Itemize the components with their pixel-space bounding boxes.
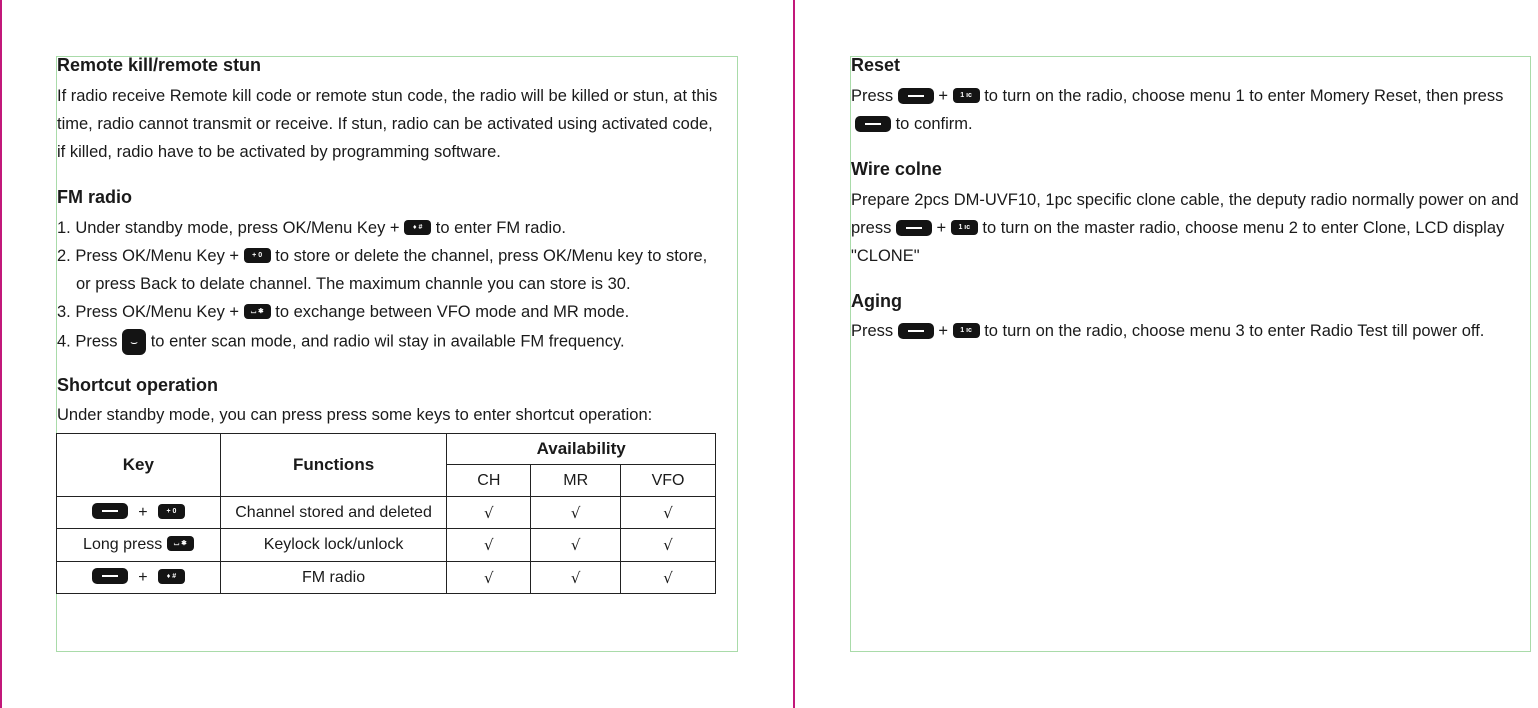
table-row: [57, 497, 716, 529]
reset-heading: Reset: [851, 55, 901, 75]
menu-key-icon: [92, 503, 128, 519]
row-1-vfo: √: [621, 497, 716, 529]
row-1-mr: √: [531, 497, 621, 529]
menu-key-icon: [855, 116, 891, 132]
row-2-function: Keylock lock/unlock: [220, 529, 447, 562]
one-key-icon: 1 ıc: [953, 88, 980, 103]
col-header-key: Key: [57, 434, 221, 497]
row-1-key-combo: [57, 497, 221, 529]
clone-line-1: Prepare 2pcs DM-UVF10, 1pc specific clone cable, the deputy radio normally power on and: [851, 191, 1519, 209]
row-3-ch: √: [447, 562, 531, 594]
one-key-icon: 1 ıc: [953, 323, 980, 338]
fm-step-2-text-a: 2. Press OK/Menu Key +: [57, 247, 240, 265]
remote-kill-line-2: time, radio cannot transmit or receive. If stun, radio can be activated using activated code,: [57, 115, 713, 133]
clone-line-2: [851, 218, 1504, 238]
fm-step-4-text-a: 4. Press: [57, 332, 118, 351]
row-1-function: Channel stored and deleted: [220, 497, 447, 529]
shortcut-heading: Shortcut operation: [57, 375, 218, 395]
row-2-vfo: √: [621, 529, 716, 562]
aging-heading: Aging: [851, 291, 902, 311]
remote-kill-line-3: if killed, radio have to be activated by programming software.: [57, 143, 501, 161]
row-3-vfo: √: [621, 562, 716, 594]
sub-header-ch: CH: [447, 465, 531, 497]
clone-line-3: "CLONE": [851, 247, 920, 265]
remote-kill-line-1: If radio receive Remote kill code or remote stun code, the radio will be killed or stun, at this: [57, 87, 718, 105]
fm-step-4: [57, 329, 625, 355]
plus-sign: +: [938, 322, 949, 340]
page-divider: [793, 0, 795, 708]
reset-text-c: to confirm.: [895, 115, 973, 133]
scan-key-icon: ⌣: [122, 329, 146, 355]
menu-key-icon: [896, 220, 932, 236]
fm-hash-key-icon: ♦ #: [404, 220, 431, 235]
aging-text-b: to turn on the radio, choose menu 3 to enter Radio Test till power off.: [984, 322, 1485, 340]
fm-step-2-continued: or press Back to delate channel. The maximum channle you can store is 30.: [76, 275, 631, 293]
row-3-function: FM radio: [220, 562, 447, 594]
table-row: [57, 562, 716, 594]
fm-step-2-text-b: to store or delete the channel, press OK/Menu key to store,: [275, 247, 708, 265]
fm-step-3: [57, 302, 629, 322]
fm-step-1: [57, 218, 566, 238]
clone-text-a: press: [851, 219, 892, 237]
zero-key-icon: + 0: [244, 248, 271, 263]
wire-clone-heading: Wire colne: [851, 159, 942, 179]
one-key-icon: 1 ıc: [951, 220, 978, 235]
left-page-edge: [0, 0, 2, 708]
row-3-key-combo: [57, 562, 221, 594]
right-page-frame: [850, 56, 1531, 652]
remote-kill-heading: Remote kill/remote stun: [57, 55, 262, 75]
fm-step-4-text-b: to enter scan mode, and radio wil stay in available FM frequency.: [150, 332, 625, 351]
fm-hash-key-icon: ♦ #: [158, 569, 185, 584]
star-key-icon: ⌴ ✱: [244, 304, 271, 319]
aging-text-a: Press: [851, 322, 894, 340]
plus-sign: +: [938, 87, 949, 105]
row-2-mr: √: [531, 529, 621, 562]
fm-step-1-text-a: 1. Under standby mode, press OK/Menu Key +: [57, 219, 400, 237]
row-2-ch: √: [447, 529, 531, 562]
fm-radio-heading: FM radio: [57, 187, 132, 207]
zero-key-icon: + 0: [158, 504, 185, 519]
reset-text-a: Press: [851, 87, 894, 105]
fm-step-3-text-b: to exchange between VFO mode and MR mode.: [275, 303, 630, 321]
shortcut-table: [56, 433, 716, 594]
sub-header-mr: MR: [531, 465, 621, 497]
reset-line-1: [851, 86, 1503, 106]
aging-line-1: [851, 321, 1484, 341]
reset-text-b: to turn on the radio, choose menu 1 to enter Momery Reset, then press: [984, 87, 1504, 105]
table-row: [57, 529, 716, 562]
row-2-key-combo: [57, 529, 221, 562]
fm-step-3-text-a: 3. Press OK/Menu Key +: [57, 303, 240, 321]
fm-step-1-text-b: to enter FM radio.: [435, 219, 566, 237]
plus-sign: +: [138, 503, 148, 521]
row-1-ch: √: [447, 497, 531, 529]
long-press-label: Long press: [83, 536, 163, 553]
fm-step-2: [57, 246, 707, 266]
plus-sign: +: [936, 219, 947, 237]
col-header-functions: Functions: [220, 434, 447, 497]
reset-line-2: [855, 114, 973, 134]
clone-text-b: to turn on the master radio, choose menu 2 to enter Clone, LCD display: [982, 219, 1505, 237]
menu-key-icon: [898, 88, 934, 104]
star-key-icon: ⌴ ✱: [167, 536, 194, 551]
col-header-availability: Availability: [447, 434, 716, 465]
row-3-mr: √: [531, 562, 621, 594]
menu-key-icon: [92, 568, 128, 584]
shortcut-intro: Under standby mode, you can press press some keys to enter shortcut operation:: [57, 406, 653, 424]
menu-key-icon: [898, 323, 934, 339]
plus-sign: +: [138, 568, 148, 586]
sub-header-vfo: VFO: [621, 465, 716, 497]
